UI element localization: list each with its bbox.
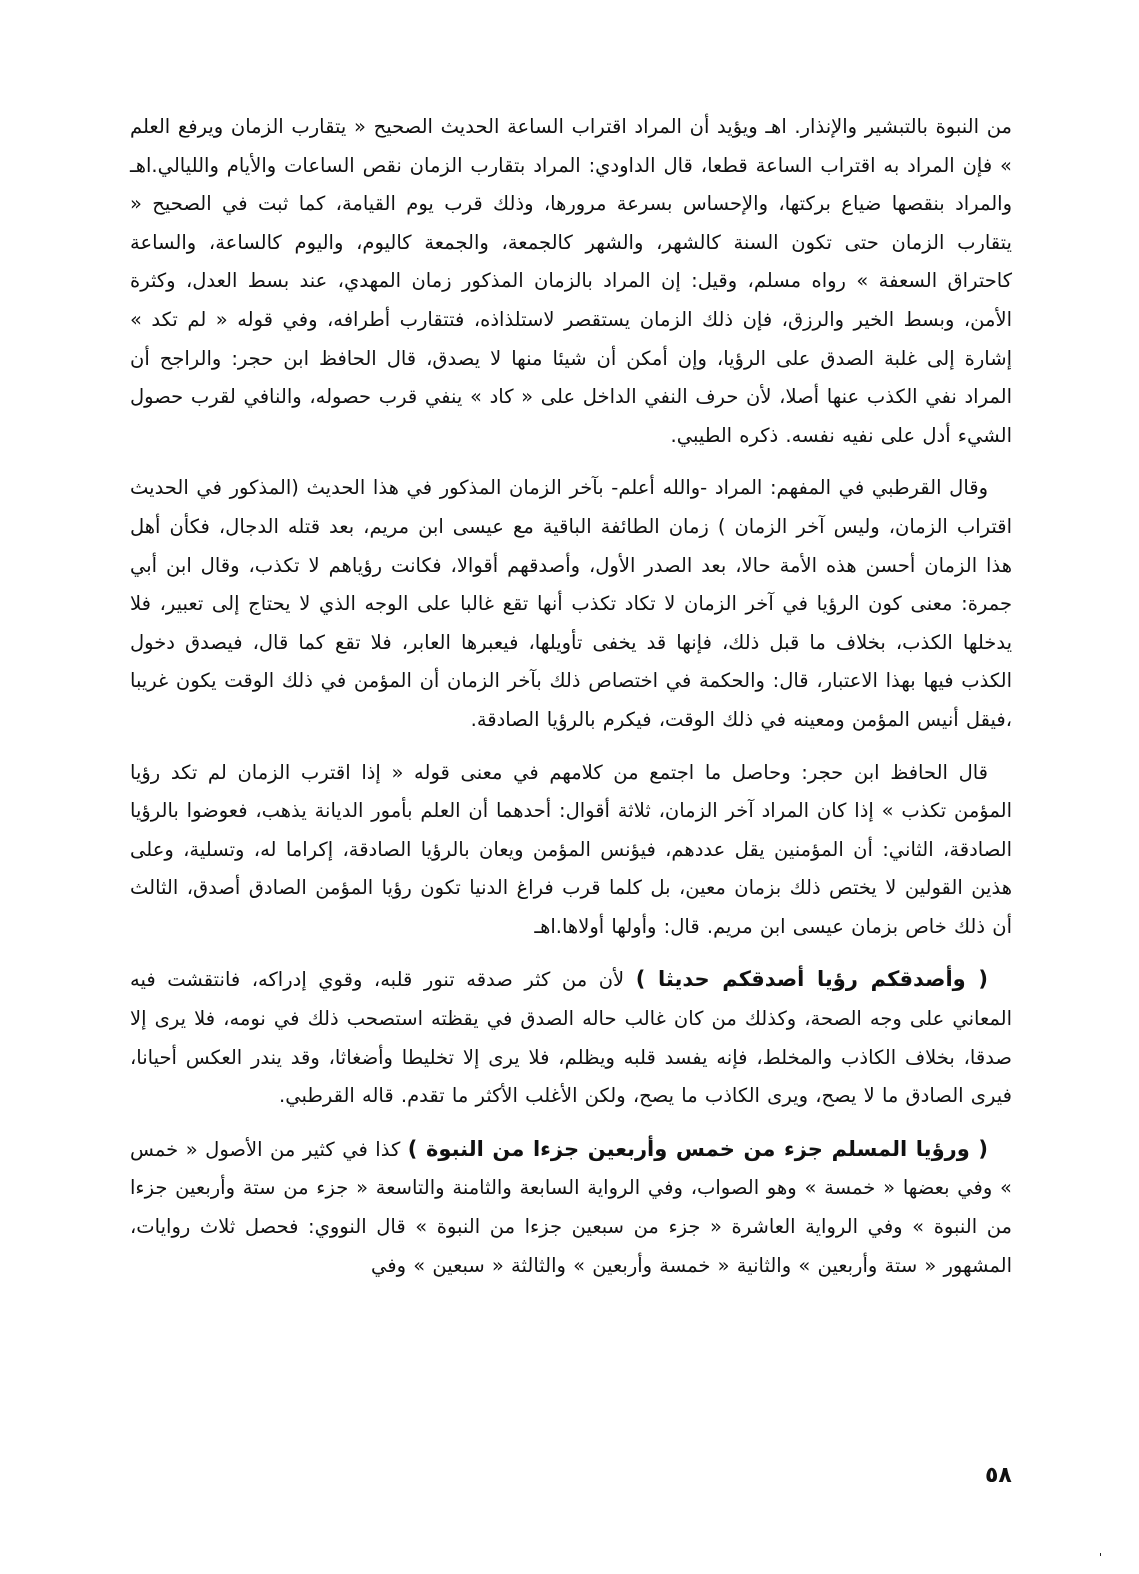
hadith-quote-heading: ( وأصدقكم رؤيا أصدقكم حديثا ) <box>635 967 988 992</box>
paragraph-5 <box>130 1130 1012 1285</box>
paragraph-1: من النبوة بالتبشير والإنذار. اهـ ويؤيد أن المراد اقتراب الساعة الحديث الصحيح « يتقارب الزمان ويرفع العلم » فإن المراد به اقتراب الساعة قطعا، قال الداودي: المراد بتقارب الزمان نقص الساعات والأيام والليالي.اهـ والمراد بنقصها ضياع بركتها، والإحساس بسرعة مرورها، وذلك قرب يوم القيامة، كما ثبت في الصحيح « يتقارب الزمان حتى تكون السنة كالشهر، والشهر كالجمعة، والجمعة كاليوم، واليوم كالساعة، والساعة كاحتراق السعفة » رواه مسلم، وقيل: إن المراد بالزمان المذكور زمان المهدي، عند بسط العدل، وكثرة الأمن، وبسط الخير والرزق، فإن ذلك الزمان يستقصر لاستلذاذه، فتتقارب أطرافه، وفي قوله « لم تكد » إشارة إلى غلبة الصدق على الرؤيا، وإن أمكن أن شيئا منها لا يصدق، قال الحافظ ابن حجر: والراجح أن المراد نفي الكذب عنها أصلا، لأن حرف النفي الداخل على « كاد » ينفي قرب حصوله، والنافي لقرب حصول الشيء أدل على نفيه نفسه. ذكره الطيبي. <box>130 115 1012 447</box>
page-number: ٥٨ <box>985 1463 1012 1488</box>
paragraph-5-text: كذا في كثير من الأصول « خمس » وفي بعضها « خمسة » وهو الصواب، وفي الرواية السابعة والثامنة والتاسعة « جزء من ستة وأربعين جزءا من النبوة » وفي الرواية العاشرة « جزء من سبعين جزءا من النبوة » قال النووي: فحصل ثلاث روايات، المشهور « ستة وأربعين » والثانية « خمسة وأربعين » والثالثة « سبعين » وفي <box>130 1137 1012 1277</box>
hadith-quote-heading: ( ورؤيا المسلم جزء من خمس وأربعين جزءا من النبوة ) <box>407 1136 988 1161</box>
paragraph-4-text: لأن من كثر صدقه تنور قلبه، وقوي إدراكه، فانتقشت فيه المعاني على وجه الصحة، وكذلك من كان غالب حاله الصدق في يقظته استصحب ذلك في نومه، فلا يرى إلا صدقا، بخلاف الكاذب والمخلط، فإنه يفسد قلبه ويظلم، فلا يرى إلا تخليطا وأضغاثا، وقد يندر العكس أحيانا، فيرى الصادق ما لا يصح، ويرى الكاذب ما يصح، ولكن الأغلب الأكثر ما تقدم. قاله القرطبي. <box>130 968 1012 1108</box>
paragraph-4 <box>130 960 1012 1115</box>
scan-speck <box>1100 1553 1101 1556</box>
book-page-body <box>130 108 1012 1285</box>
paragraph-2: وقال القرطبي في المفهم: المراد -والله أعلم- بآخر الزمان المذكور في هذا الحديث (المذكور في الحديث اقتراب الزمان، وليس آخر الزمان ) زمان الطائفة الباقية مع عيسى ابن مريم، بعد قتله الدجال، فكأن أهل هذا الزمان أحسن هذه الأمة حالا، بعد الصدر الأول، وأصدقهم أقوالا، فكانت رؤياهم لا تكذب، وقال ابن أبي جمرة: معنى كون الرؤيا في آخر الزمان لا تكاد تكذب أنها تقع غالبا على الوجه الذي لا يحتاج إلى تعبير، فلا يدخلها الكذب، بخلاف ما قبل ذلك، فإنها قد يخفى تأويلها، فيعبرها العابر، فلا تقع كما قال، فيصدق دخول الكذب فيها بهذا الاعتبار، قال: والحكمة في اختصاص ذلك بآخر الزمان أن المؤمن في ذلك الوقت يكون غريبا ،فيقل أنيس المؤمن ومعينه في ذلك الوقت، فيكرم بالرؤيا الصادقة. <box>130 476 1012 731</box>
paragraph-3: قال الحافظ ابن حجر: وحاصل ما اجتمع من كلامهم في معنى قوله « إذا اقترب الزمان لم تكد رؤيا المؤمن تكذب » إذا كان المراد آخر الزمان، ثلاثة أقوال: أحدهما أن العلم بأمور الديانة يذهب، فعوضوا بالرؤيا الصادقة، الثاني: أن المؤمنين يقل عددهم، فيؤنس المؤمن ويعان بالرؤيا الصادقة، إكراما له، وتسلية، وعلى هذين القولين لا يختص ذلك بزمان معين، بل كلما قرب فراغ الدنيا تكون رؤيا المؤمن الصادق أصدق، الثالث أن ذلك خاص بزمان عيسى ابن مريم. قال: وأولها أولاها.اهـ <box>130 760 1012 938</box>
